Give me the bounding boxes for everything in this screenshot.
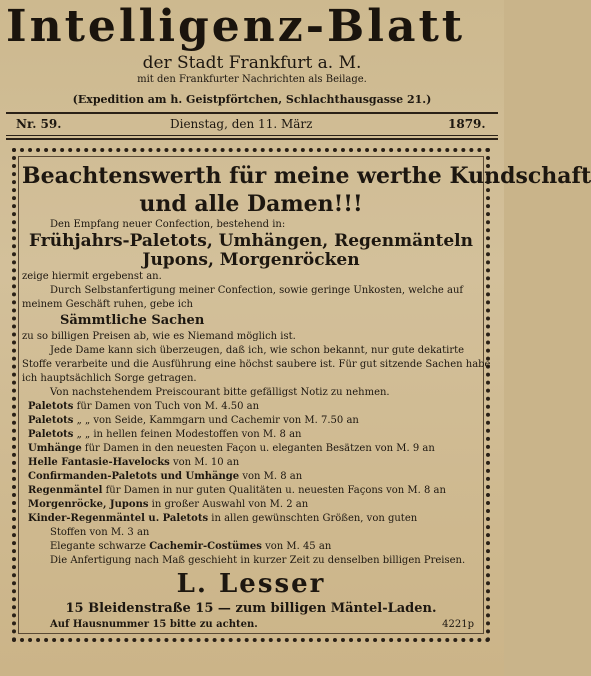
- ad-items-2: Jupons, Morgenröcken: [142, 250, 360, 270]
- price-item: Helle Fantasie-Havelocks: [28, 457, 170, 468]
- costume-line: [22, 540, 480, 554]
- costume-item: Cachemir-Costümes: [149, 541, 262, 552]
- ad-paragraph-3a: Jede Dame kann sich überzeugen, daß ich, wie schon bekannt, nur gute dekatirte: [50, 345, 465, 356]
- advertisement: [22, 162, 591, 632]
- city-line: der Stadt Frankfurt a. M.: [142, 53, 362, 73]
- ad-items-1: Frühjahrs-Paletots, Umhängen, Regenmänteln: [29, 231, 473, 251]
- ad-headline-1: Beachtenswerth für meine werthe Kundschaft: [22, 163, 591, 189]
- price-line: [22, 470, 480, 484]
- price-item: Paletots: [28, 415, 74, 426]
- price-text: für Damen in den neuesten Façon u. eleganten Besätzen von M. 9 an: [84, 443, 435, 454]
- price-text: für Damen in nur guten Qualitäten u. neuesten Façons von M. 8 an: [105, 485, 446, 496]
- price-text: für Damen von Tuch von M. 4.50 an: [76, 401, 260, 412]
- ad-footer: [22, 618, 480, 632]
- price-item: Paletots: [28, 429, 74, 440]
- ad-announce: zeige hiermit ergebenst an.: [22, 271, 162, 282]
- price-item: Confirmanden-Paletots und Umhänge: [28, 471, 240, 482]
- ad-paragraph-3b: Stoffe verarbeite und die Ausführung eine höchst saubere ist. Für gut sitzende Sachen habe: [22, 359, 491, 370]
- issue-year: 1879.: [448, 117, 486, 131]
- price-text: von M. 8 an: [242, 471, 303, 482]
- house-number-note: Auf Hausnummer 15 bitte zu achten.: [50, 619, 258, 630]
- price-item: Umhänge: [28, 443, 82, 454]
- costume-post: von M. 45 an: [265, 541, 332, 552]
- merchant-address: 15 Bleidenstraße 15 — zum billigen Mäntel-Laden.: [65, 601, 437, 616]
- ad-headline-2: und alle Damen!!!: [139, 191, 363, 217]
- merchant-name: L. Lesser: [176, 569, 326, 599]
- price-item: Morgenröcke, Jupons: [28, 499, 149, 510]
- expedition-line: (Expedition am h. Geistpförtchen, Schlachthausgasse 21.): [72, 93, 432, 106]
- price-line: [22, 484, 480, 498]
- ad-paragraph-3c: ich hauptsächlich Sorge getragen.: [22, 373, 197, 384]
- ad-intro: Den Empfang neuer Confection, bestehend in:: [50, 219, 286, 230]
- price-text: in großer Auswahl von M. 2 an: [151, 499, 309, 510]
- price-line: [22, 428, 480, 442]
- price-text: in allen gewünschten Größen, von guten: [211, 513, 418, 524]
- ad-paragraph-4: Von nachstehendem Preiscourant bitte gefälligst Notiz zu nehmen.: [50, 387, 390, 398]
- price-line: [22, 442, 480, 456]
- price-line: [22, 498, 480, 512]
- price-text: „ „ in hellen feinen Modestoffen von M. 8 an: [76, 429, 302, 440]
- header-rule-bottom-thick: [6, 138, 498, 140]
- price-line: [22, 414, 480, 428]
- supplement-line: mit den Frankfurter Nachrichten als Beilage.: [137, 74, 367, 85]
- price-line: [22, 512, 480, 526]
- price-continuation: Stoffen von M. 3 an: [50, 527, 150, 538]
- price-line: [22, 400, 480, 414]
- masthead: Intelligenz-Blatt: [6, 1, 466, 52]
- price-item: Paletots: [28, 401, 74, 412]
- costume-pre: Elegante schwarze: [50, 541, 146, 552]
- price-line: [22, 456, 480, 470]
- price-item: Regenmäntel: [28, 485, 103, 496]
- ad-reference: 4221p: [442, 619, 474, 630]
- issue-number: Nr. 59.: [16, 117, 62, 131]
- price-text: „ „ von Seide, Kammgarn und Cachemir von M. 7.50 an: [76, 415, 359, 426]
- ad-paragraph-2: zu so billigen Preisen ab, wie es Niemand möglich ist.: [22, 331, 296, 342]
- ad-closing: Die Anfertigung nach Maß geschieht in kurzer Zeit zu denselben billigen Preisen.: [50, 555, 466, 566]
- header-rule-top: [6, 112, 498, 114]
- price-item: Kinder-Regenmäntel u. Paletots: [28, 513, 209, 524]
- price-text: von M. 10 an: [173, 457, 240, 468]
- ad-paragraph-1a: Durch Selbstanfertigung meiner Confection, sowie geringe Unkosten, welche auf: [50, 285, 464, 296]
- header-rule-bottom: [6, 135, 498, 136]
- ad-all-items: Sämmtliche Sachen: [60, 313, 205, 328]
- ad-paragraph-1b: meinem Geschäft ruhen, gebe ich: [22, 299, 193, 310]
- issue-date: Dienstag, den 11. März: [170, 117, 313, 131]
